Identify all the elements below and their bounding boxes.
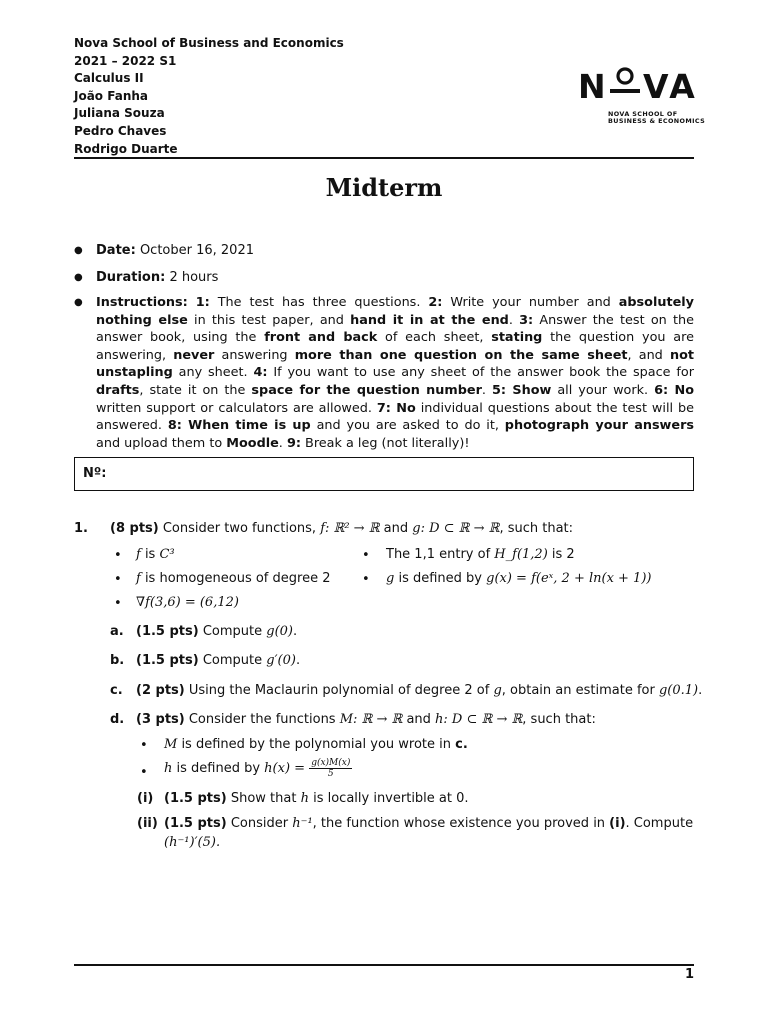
condition-hessian-entry: [386, 547, 575, 562]
instruction-text: [188, 295, 196, 310]
condition-gradient: ∇f(3,6) = (6,12): [136, 595, 239, 610]
part-d: [136, 712, 596, 727]
condition-f-homogeneous: [136, 571, 330, 586]
math-h: h: [300, 791, 309, 806]
instruction-text: answering: [214, 347, 295, 363]
bullet-icon: •: [140, 765, 148, 780]
part-end: .: [698, 683, 703, 698]
date-value: October 16, 2021: [139, 243, 254, 258]
header-rule: [74, 157, 694, 159]
school-name: Nova School of Business and Economics: [74, 36, 344, 50]
reference-c: c.: [455, 737, 468, 752]
part-text: , obtain an estimate for: [501, 683, 659, 698]
instruction-text: and you are asked to do it,: [310, 418, 505, 434]
instruction-text: If you want to use any sheet of the answer book the space for: [267, 365, 694, 381]
math-h: h: [164, 761, 173, 776]
bullet-icon: •: [114, 596, 122, 611]
math-g0: g(0): [266, 624, 293, 639]
bullet-icon: ●: [74, 272, 83, 283]
subpart-i: [164, 791, 469, 806]
instruction-text: any sheet.: [172, 365, 254, 381]
instruction-emphasis: 7: No: [376, 400, 416, 416]
question-1-intro: [110, 521, 573, 536]
academic-year: 2021 – 2022 S1: [74, 53, 177, 68]
f-definition: f: ℝ² → ℝ: [320, 521, 380, 536]
instruction-text: Write your number and: [442, 295, 619, 310]
question-number: 1.: [74, 521, 88, 536]
part-end: .: [295, 653, 301, 668]
instruction-emphasis: 2:: [428, 295, 443, 310]
d-condition-m: [164, 737, 468, 752]
instruction-text: , and: [627, 347, 670, 363]
logo-letters-va: VA: [643, 67, 698, 106]
math-h-lhs: h(x) =: [264, 761, 306, 776]
math-g: g: [386, 571, 395, 586]
instruction-text: written support or calculators are allowed.: [96, 400, 377, 416]
subpart-ii-math: (h⁻¹)′(5).: [164, 835, 221, 850]
instruction-emphasis: hand it in at the end: [350, 312, 509, 328]
date-label: Date:: [96, 243, 136, 258]
student-number-label: Nº:: [83, 466, 107, 481]
instruction-emphasis: not unstapling: [96, 347, 695, 381]
bullet-icon: •: [114, 572, 122, 587]
instruction-text: and upload them to: [96, 435, 227, 451]
instruction-emphasis: space for the question number: [251, 382, 482, 398]
logo-sub-line-2: BUSINESS & ECONOMICS: [608, 117, 706, 125]
part-points: (3 pts): [136, 712, 185, 727]
part-text: , such that:: [522, 712, 596, 727]
subpart-i-label: (i): [137, 791, 154, 806]
part-points: (2 pts): [136, 683, 185, 698]
bullet-icon: ●: [74, 297, 83, 308]
part-b-label: b.: [110, 653, 125, 668]
part-end: .: [293, 624, 298, 639]
condition-text: is defined by the polynomial you wrote in: [177, 737, 456, 752]
condition-text: is defined by: [394, 571, 487, 586]
math-hessian: H_f(1,2): [494, 547, 548, 562]
reference-i: (i): [609, 816, 626, 831]
instruction-emphasis: drafts: [96, 382, 140, 398]
part-b: [136, 653, 300, 668]
math-c3: C³: [159, 547, 175, 562]
math-g: g: [493, 683, 502, 698]
instruction-emphasis: 5: Show: [491, 382, 552, 398]
instruction-text: Break a leg (not literally)!: [300, 435, 470, 451]
condition-text: The 1,1 entry of: [386, 547, 495, 562]
part-points: (1.5 pts): [164, 791, 227, 806]
page-title: Midterm: [325, 173, 443, 202]
page-number: 1: [684, 967, 694, 982]
author-2: Juliana Souza: [74, 106, 165, 121]
math-f: f: [136, 571, 141, 586]
instructions-label: Instructions:: [96, 295, 188, 310]
math-f: f: [136, 547, 141, 562]
instruction-text: individual questions about the test will be answered.: [96, 400, 694, 434]
instructions-paragraph: [96, 294, 694, 452]
bullet-icon: ●: [74, 245, 83, 256]
math-g01: g(0.1): [658, 683, 699, 698]
part-points: (1.5 pts): [136, 653, 199, 668]
part-a-label: a.: [110, 624, 124, 639]
instruction-emphasis: front and back: [264, 330, 378, 346]
instruction-emphasis: 6: No: [654, 382, 695, 398]
part-text: . Compute: [625, 816, 694, 831]
condition-f-smooth: [136, 547, 175, 562]
instruction-text: , state it on the: [139, 382, 252, 398]
g-definition: g: D ⊂ ℝ → ℝ: [412, 521, 500, 536]
part-d-label: d.: [110, 712, 125, 727]
instruction-emphasis: 8: When time is up: [167, 418, 311, 434]
part-text: Using the Maclaurin polynomial of degree 2 of: [184, 683, 494, 698]
bullet-icon: •: [362, 572, 370, 587]
instruction-text: in this test paper, and: [187, 312, 351, 328]
math-gprime0: g′(0): [266, 653, 296, 668]
bullet-icon: •: [114, 548, 122, 563]
instruction-text: the question you are answering,: [96, 330, 694, 363]
duration-label: Duration:: [96, 270, 166, 285]
subpart-ii: [164, 816, 693, 831]
part-text: Compute: [198, 624, 267, 639]
instruction-text: all your work.: [551, 382, 655, 398]
instruction-emphasis: stating: [491, 330, 543, 346]
author-4: Rodrigo Duarte: [74, 141, 178, 156]
part-c-label: c.: [110, 683, 123, 698]
instruction-text: Answer the test on the answer book, using the: [96, 312, 694, 346]
part-text: , the function whose existence you proved in: [312, 816, 610, 831]
logo-sub-line-1: NOVA SCHOOL OF: [608, 110, 678, 118]
bullet-icon: •: [362, 548, 370, 563]
instruction-text: of each sheet,: [377, 330, 492, 346]
part-a: [136, 624, 297, 639]
part-text: and: [402, 712, 436, 727]
course-name: Calculus II: [74, 71, 144, 86]
logo-o-dash-icon: [608, 67, 642, 105]
and-text: and: [379, 521, 413, 536]
instruction-text: .: [508, 312, 520, 328]
bullet-icon: •: [140, 738, 148, 753]
fraction-denominator: 5: [327, 769, 334, 779]
instruction-text: The test has three questions.: [209, 295, 429, 310]
instruction-emphasis: 1:: [195, 295, 210, 310]
math-m-definition: M: ℝ → ℝ: [339, 712, 403, 727]
student-number-box[interactable]: [74, 457, 694, 491]
such-that-text: , such that:: [499, 521, 574, 536]
part-text: Show that: [226, 791, 301, 806]
math-h-definition: h: D ⊂ ℝ → ℝ: [435, 712, 523, 727]
part-c: [136, 683, 702, 698]
part-text: Consider: [226, 816, 293, 831]
part-text: Consider the functions: [184, 712, 340, 727]
subpart-ii-label: (ii): [137, 816, 158, 831]
math-h-inverse: h⁻¹: [292, 816, 313, 831]
h-fraction: [309, 758, 352, 779]
instruction-emphasis: 4:: [253, 365, 268, 381]
instruction-text: .: [481, 382, 492, 398]
condition-text: is 2: [547, 547, 575, 562]
instruction-emphasis: more than one question on the same sheet: [294, 347, 628, 363]
instruction-emphasis: 9:: [286, 435, 301, 451]
question-points: (8 pts): [110, 521, 159, 536]
duration-line: [96, 270, 218, 285]
part-text: is locally invertible at 0.: [308, 791, 469, 806]
intro-text: Consider two functions,: [158, 521, 321, 536]
part-text: Compute: [198, 653, 267, 668]
part-points: (1.5 pts): [136, 624, 199, 639]
part-points: (1.5 pts): [164, 816, 227, 831]
instruction-emphasis: absolutely nothing else: [96, 295, 694, 328]
instruction-emphasis: photograph your answers: [504, 418, 694, 434]
condition-text: is homogeneous of degree 2: [140, 571, 331, 586]
author-3: Pedro Chaves: [74, 124, 167, 138]
condition-text: is defined by: [172, 761, 265, 776]
duration-value: 2 hours: [169, 270, 219, 285]
d-condition-h: [164, 758, 352, 779]
logo-letter-n: N: [578, 67, 609, 106]
instruction-emphasis: Moodle: [226, 435, 279, 451]
instruction-emphasis: never: [173, 347, 215, 363]
fraction-numerator: g(x)M(x): [311, 758, 351, 768]
math-g-formula: g(x) = f(eˣ, 2 + ln(x + 1)): [486, 571, 652, 586]
footer-rule: [74, 964, 694, 966]
math-m: M: [164, 737, 178, 752]
date-line: [96, 243, 254, 258]
condition-text: is: [140, 547, 160, 562]
condition-g-definition: [386, 571, 651, 586]
author-1: João Fanha: [74, 88, 149, 103]
instruction-text: .: [278, 435, 287, 451]
instruction-emphasis: 3:: [519, 312, 534, 328]
